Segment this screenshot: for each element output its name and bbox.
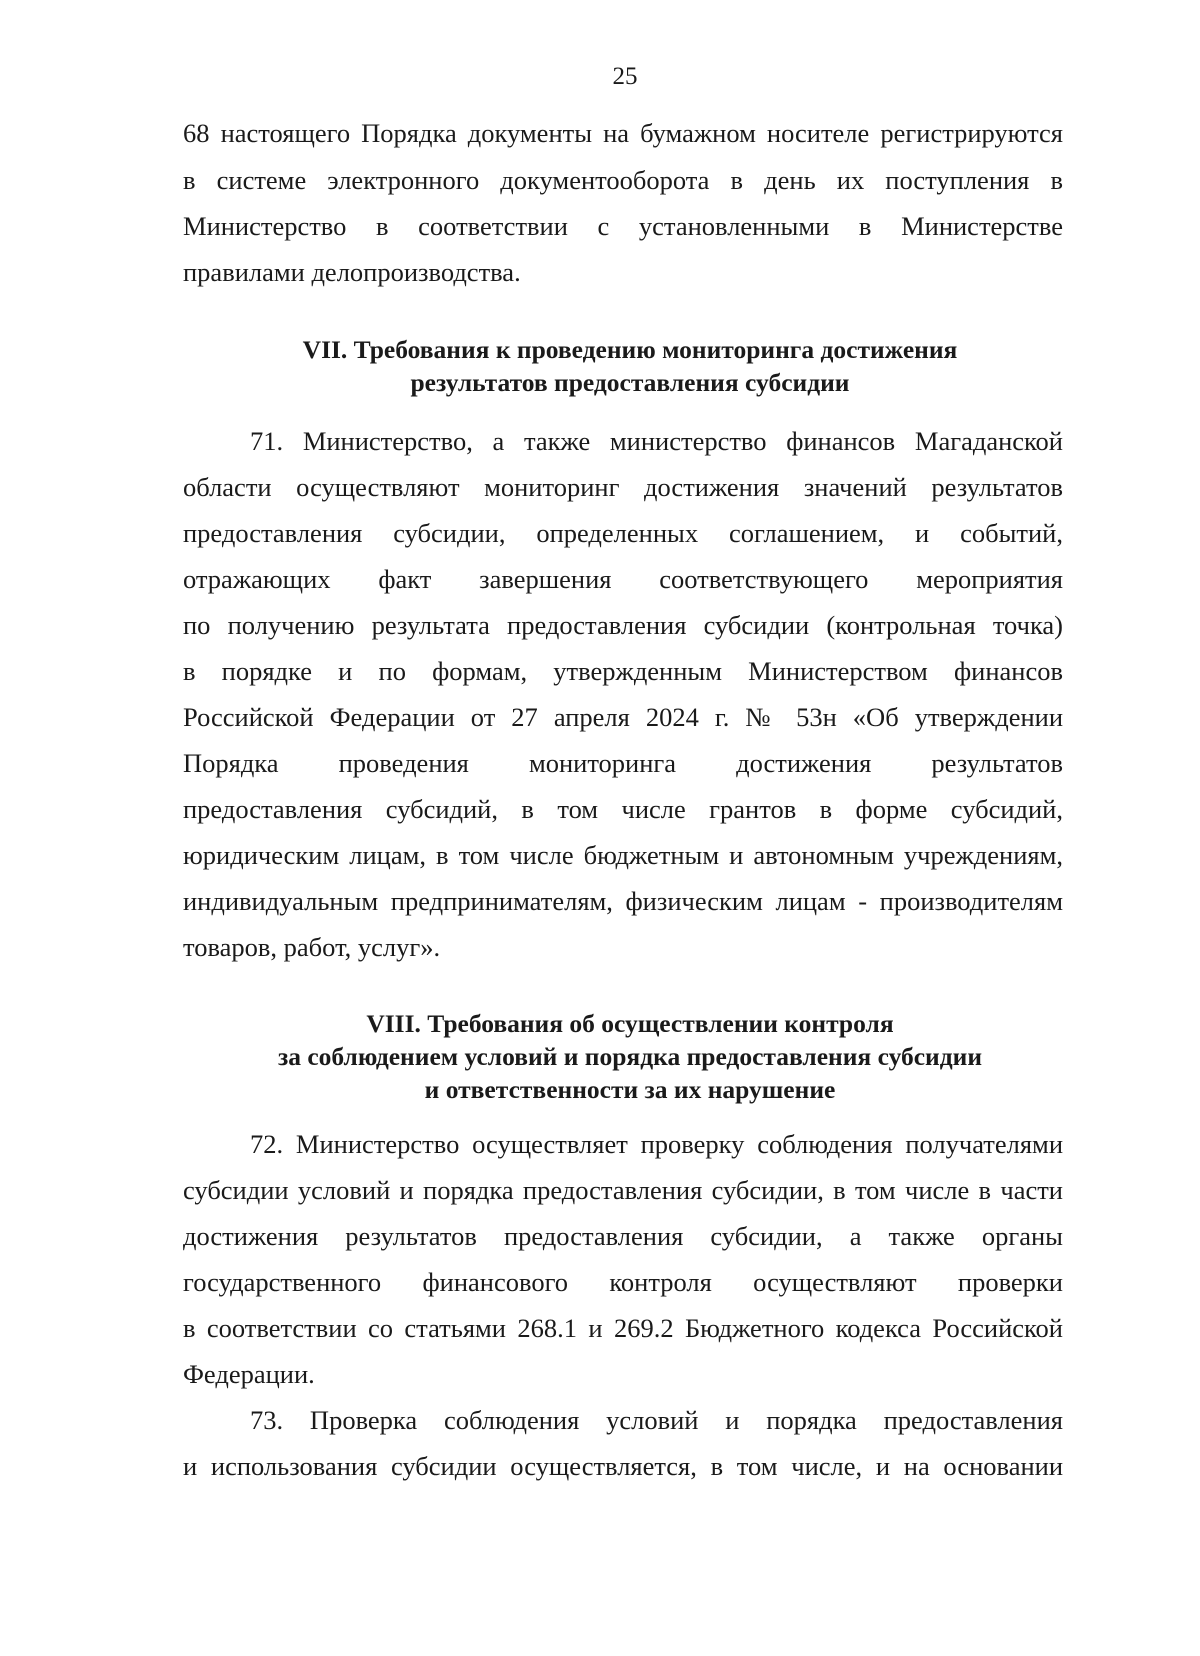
text-line: и использования субсидии осуществляется, в том числе, и на основании	[183, 1451, 1063, 1481]
text-line: товаров, работ, услуг».	[183, 932, 441, 962]
text-line: по получению результата предоставления субсидии (контрольная точка)	[183, 610, 1063, 640]
text-line: 73. Проверка соблюдения условий и порядка предоставления	[250, 1405, 1063, 1435]
page-number: 25	[612, 63, 638, 90]
text-line: области осуществляют мониторинг достижения значений результатов	[183, 472, 1063, 502]
section-heading-line: результатов предоставления субсидии	[410, 368, 850, 397]
text-line: субсидии условий и порядка предоставления субсидии, в том числе в части	[183, 1175, 1063, 1205]
section-heading-line: за соблюдением условий и порядка предоставления субсидии	[277, 1042, 983, 1071]
text-line: 68 настоящего Порядка документы на бумажном носителе регистрируются	[183, 118, 1063, 148]
text-line: юридическим лицам, в том числе бюджетным и автономным учреждениям,	[183, 840, 1063, 870]
text-line: Российской Федерации от 27 апреля 2024 г. № 53н «Об утверждении	[183, 702, 1063, 732]
text-line: Порядка проведения мониторинга достижения результатов	[183, 748, 1063, 778]
text-line: 71. Министерство, а также министерство финансов Магаданской	[250, 426, 1063, 456]
section-heading-line: VIII. Требования об осуществлении контроля	[366, 1009, 894, 1038]
section-heading-line: и ответственности за их нарушение	[424, 1075, 836, 1104]
text-line: предоставления субсидий, в том числе грантов в форме субсидий,	[183, 794, 1063, 824]
text-line: в порядке и по формам, утвержденным Министерством финансов	[183, 656, 1063, 686]
text-line: отражающих факт завершения соответствующего мероприятия	[183, 564, 1063, 594]
text-line: в системе электронного документооборота в день их поступления в	[183, 165, 1063, 195]
text-line: предоставления субсидии, определенных соглашением, и событий,	[183, 518, 1063, 548]
text-line: Министерство в соответствии с установленными в Министерстве	[183, 211, 1063, 241]
text-line: государственного финансового контроля осуществляют проверки	[183, 1267, 1063, 1297]
text-line: в соответствии со статьями 268.1 и 269.2 Бюджетного кодекса Российской	[183, 1313, 1063, 1343]
text-line: Федерации.	[183, 1359, 315, 1389]
text-line: индивидуальным предпринимателям, физическим лицам - производителям	[183, 886, 1063, 916]
section-heading-line: VII. Требования к проведению мониторинга достижения	[302, 335, 958, 364]
text-line: 72. Министерство осуществляет проверку соблюдения получателями	[250, 1129, 1063, 1159]
text-line: правилами делопроизводства.	[183, 257, 521, 287]
text-line: достижения результатов предоставления субсидии, а также органы	[183, 1221, 1063, 1251]
